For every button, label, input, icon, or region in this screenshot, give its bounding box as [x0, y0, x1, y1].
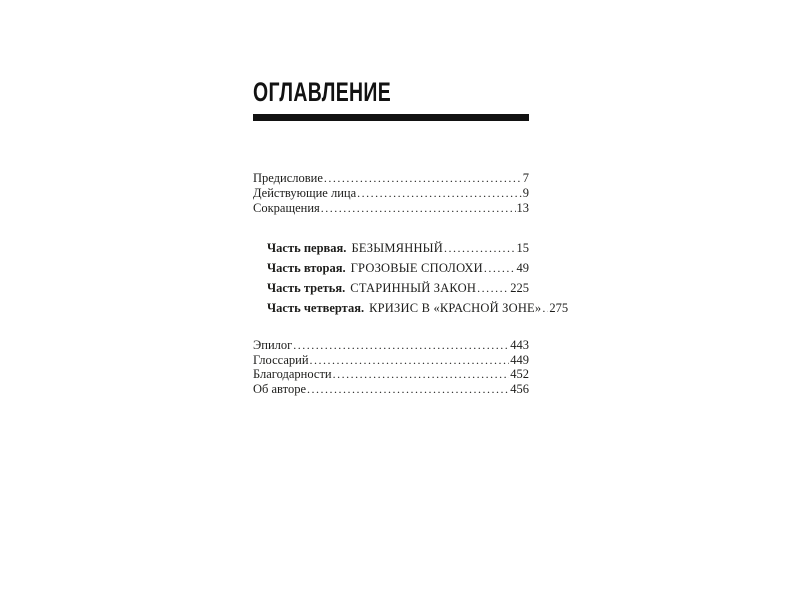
dot-leader: [307, 382, 509, 397]
dot-leader: [333, 367, 510, 382]
toc-entry-label: Об авторе: [253, 381, 306, 396]
page-title: ОГЛАВЛЕНИЕ: [253, 77, 392, 107]
part-name: Часть четвертая.: [267, 301, 365, 315]
toc-entry-label: Действующие лица: [253, 186, 357, 200]
toc-parts-section: [253, 238, 569, 318]
toc-part-entry: [267, 258, 529, 278]
dot-leader: [357, 186, 522, 201]
toc-entry-label: Благодарности: [253, 367, 332, 381]
toc-entry-page: 456: [510, 381, 529, 396]
toc-part-entry: [267, 278, 529, 298]
toc-content: [253, 77, 569, 396]
toc-entry: [253, 171, 529, 186]
toc-entry-page: 13: [516, 201, 529, 215]
dot-leader: [293, 338, 509, 353]
dot-leader: [542, 298, 548, 318]
dot-leader: [324, 171, 522, 186]
toc-entry-page: 9: [522, 186, 529, 200]
toc-entry-page: 443: [510, 338, 529, 352]
toc-front-matter-section: [253, 171, 529, 216]
toc-entry-page: 275: [549, 301, 569, 315]
toc-entry-page: 449: [510, 352, 529, 367]
toc-entry-page: 15: [516, 241, 529, 255]
toc-entry-label: Эпилог: [253, 338, 293, 352]
toc-part-entry: [267, 238, 529, 258]
dot-leader: [484, 258, 516, 278]
part-title: СТАРИННЫЙ ЗАКОН: [350, 281, 477, 295]
toc-entry-label: Предисловие: [253, 171, 323, 185]
toc-entry-page: 225: [510, 281, 529, 295]
toc-entry: [253, 353, 529, 368]
toc-part-entry: [267, 298, 569, 318]
dot-leader: [321, 201, 516, 216]
toc-entry: [253, 382, 529, 397]
title-rule: [253, 114, 529, 121]
toc-entry-label: Глоссарий: [253, 352, 309, 367]
toc-entry: [253, 367, 529, 382]
toc-entry-page: 7: [522, 171, 529, 185]
part-title: КРИЗИС В «КРАСНОЙ ЗОНЕ»: [369, 301, 542, 315]
part-name: Часть третья.: [267, 281, 346, 295]
toc-entry-page: 452: [510, 367, 529, 381]
toc-back-matter-section: [253, 338, 529, 396]
dot-leader: [444, 238, 515, 258]
toc-entry-label: Сокращения: [253, 201, 320, 215]
toc-entry: [253, 201, 529, 216]
toc-entry: [253, 186, 529, 201]
part-title: ГРОЗОВЫЕ СПОЛОХИ: [350, 261, 483, 275]
part-title: БЕЗЫМЯННЫЙ: [351, 241, 444, 255]
part-name: Часть вторая.: [267, 261, 346, 275]
toc-entry-page: 49: [516, 261, 529, 275]
part-name: Часть первая.: [267, 241, 347, 255]
toc-entry: [253, 338, 529, 353]
dot-leader: [310, 353, 510, 368]
dot-leader: [477, 278, 509, 298]
